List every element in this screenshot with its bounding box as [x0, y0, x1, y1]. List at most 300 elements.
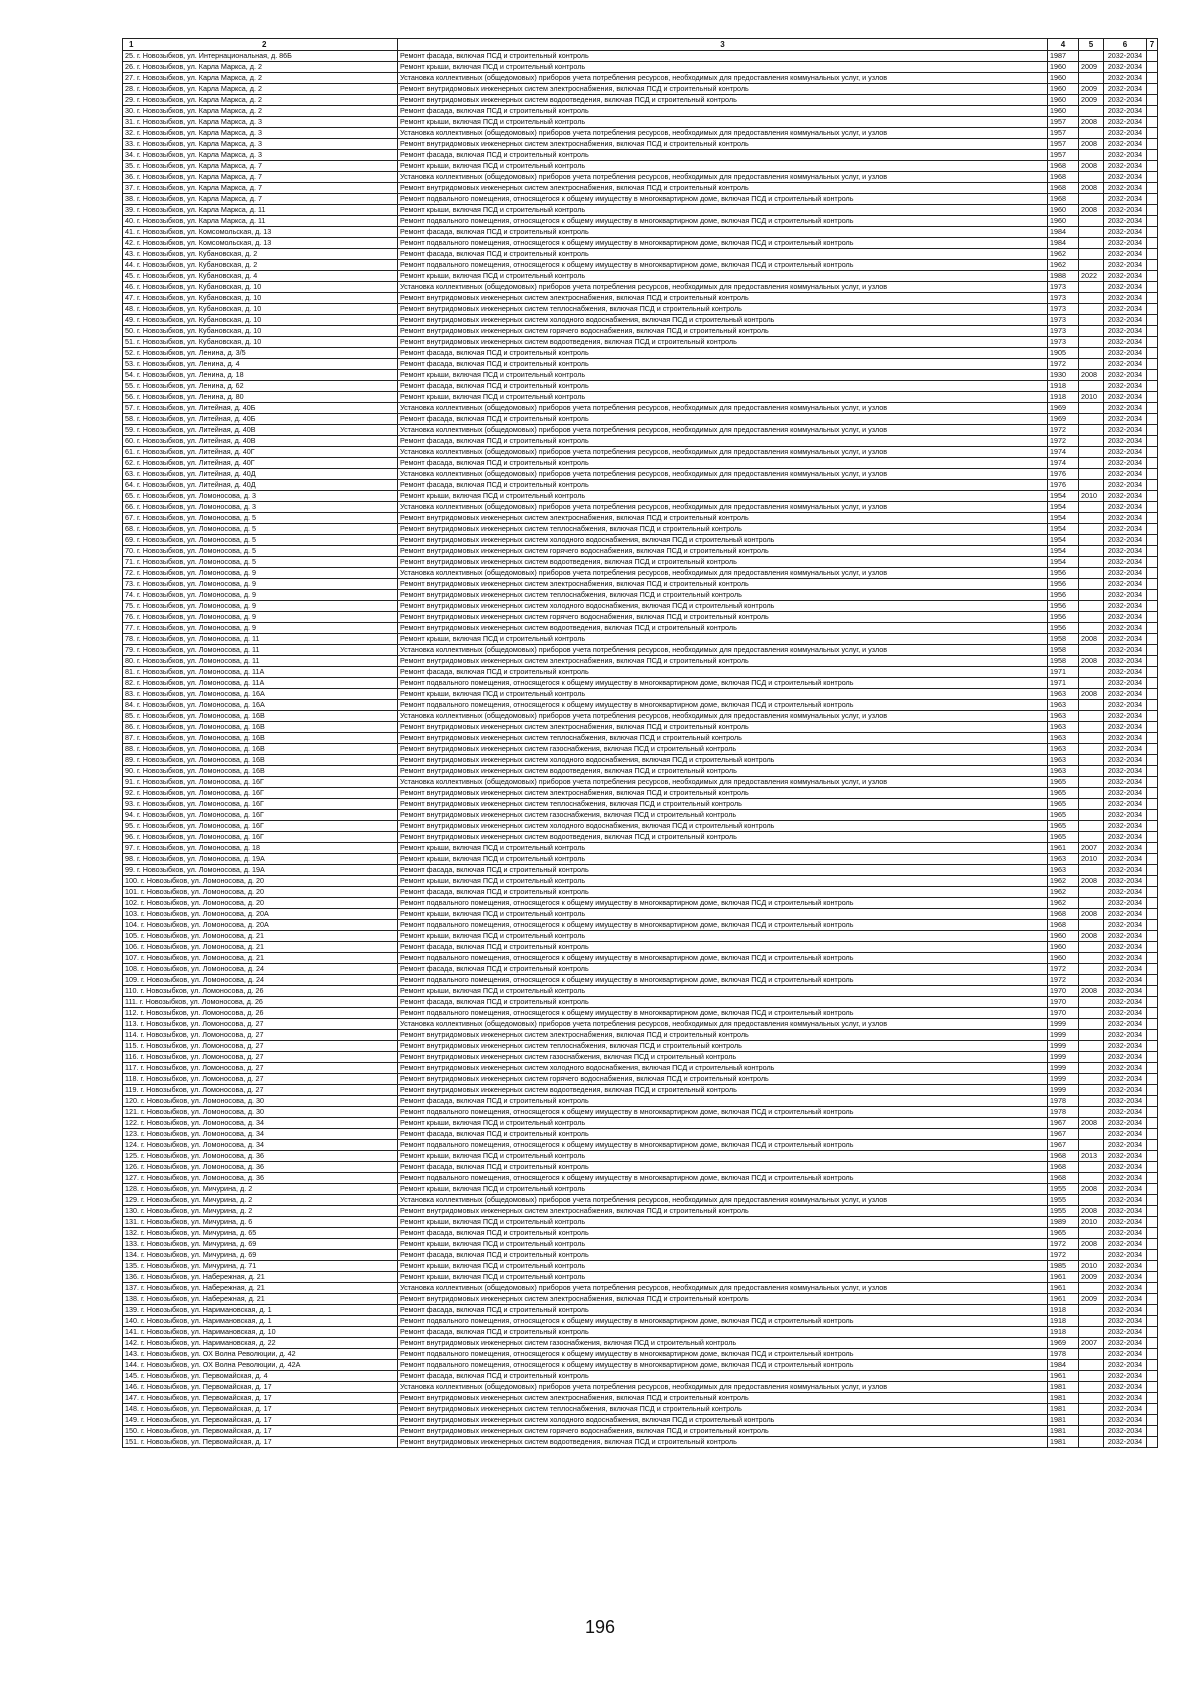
row-address: 64. г. Новозыбков, ул. Литейная, д. 40Д: [123, 480, 398, 491]
row-last-repair: [1079, 172, 1104, 183]
row-year-built: 1954: [1048, 502, 1079, 513]
row-last-repair: [1079, 777, 1104, 788]
row-work-type: Ремонт внутридомовых инженерных систем холодного водоснабжения, включая ПСД и строительный контроль: [398, 755, 1048, 766]
row-year-built: 1918: [1048, 1327, 1079, 1338]
row-empty-cell: [1147, 788, 1158, 799]
row-address: 137. г. Новозыбков, ул. Набережная, д. 21: [123, 1283, 398, 1294]
row-work-type: Ремонт фасада, включая ПСД и строительный контроль: [398, 381, 1048, 392]
row-last-repair: 2008: [1079, 139, 1104, 150]
table-row: [123, 73, 1158, 84]
row-year-built: 1963: [1048, 700, 1079, 711]
row-year-built: 1968: [1048, 172, 1079, 183]
row-year-built: 1955: [1048, 1195, 1079, 1206]
row-work-type: Ремонт внутридомовых инженерных систем водоотведения, включая ПСД и строительный контроль: [398, 623, 1048, 634]
row-address: 148. г. Новозыбков, ул. Первомайская, д. 17: [123, 1404, 398, 1415]
row-planned-period: 2032-2034: [1104, 1129, 1147, 1140]
table-row: [123, 425, 1158, 436]
row-work-type: Установка коллективных (общедомовых) приборов учета потребления ресурсов, необходимых для предоставления коммунальных услуг, и узлов: [398, 128, 1048, 139]
row-work-type: Ремонт внутридомовых инженерных систем теплоснабжения, включая ПСД и строительный контроль: [398, 1041, 1048, 1052]
table-row: [123, 403, 1158, 414]
table-row: [123, 95, 1158, 106]
row-empty-cell: [1147, 1140, 1158, 1151]
row-year-built: 1978: [1048, 1349, 1079, 1360]
table-row: [123, 513, 1158, 524]
row-last-repair: [1079, 260, 1104, 271]
row-empty-cell: [1147, 205, 1158, 216]
row-year-built: 1963: [1048, 755, 1079, 766]
row-empty-cell: [1147, 238, 1158, 249]
table-row: [123, 909, 1158, 920]
row-work-type: Ремонт внутридомовых инженерных систем электроснабжения, включая ПСД и строительный контроль: [398, 84, 1048, 95]
row-address: 133. г. Новозыбков, ул. Мичурина, д. 69: [123, 1239, 398, 1250]
row-last-repair: 2007: [1079, 1338, 1104, 1349]
row-last-repair: 2008: [1079, 1239, 1104, 1250]
row-address: 71. г. Новозыбков, ул. Ломоносова, д. 5: [123, 557, 398, 568]
row-last-repair: [1079, 1041, 1104, 1052]
row-year-built: 1962: [1048, 260, 1079, 271]
row-address: 59. г. Новозыбков, ул. Литейная, д. 40В: [123, 425, 398, 436]
row-planned-period: 2032-2034: [1104, 590, 1147, 601]
row-year-built: 1960: [1048, 62, 1079, 73]
row-last-repair: [1079, 502, 1104, 513]
row-empty-cell: [1147, 755, 1158, 766]
table-row: [123, 568, 1158, 579]
row-empty-cell: [1147, 1437, 1158, 1448]
row-address: 33. г. Новозыбков, ул. Карла Маркса, д. 3: [123, 139, 398, 150]
table-row: [123, 678, 1158, 689]
row-last-repair: [1079, 293, 1104, 304]
table-row: [123, 337, 1158, 348]
row-address: 147. г. Новозыбков, ул. Первомайская, д. 17: [123, 1393, 398, 1404]
row-last-repair: 2010: [1079, 491, 1104, 502]
row-address: 78. г. Новозыбков, ул. Ломоносова, д. 11: [123, 634, 398, 645]
row-planned-period: 2032-2034: [1104, 997, 1147, 1008]
row-empty-cell: [1147, 447, 1158, 458]
row-empty-cell: [1147, 601, 1158, 612]
row-empty-cell: [1147, 843, 1158, 854]
row-year-built: 1972: [1048, 1239, 1079, 1250]
row-address: 69. г. Новозыбков, ул. Ломоносова, д. 5: [123, 535, 398, 546]
row-last-repair: [1079, 458, 1104, 469]
table-row: [123, 722, 1158, 733]
row-address: 101. г. Новозыбков, ул. Ломоносова, д. 20: [123, 887, 398, 898]
table-row: [123, 1327, 1158, 1338]
row-year-built: 1960: [1048, 73, 1079, 84]
row-planned-period: 2032-2034: [1104, 194, 1147, 205]
row-planned-period: 2032-2034: [1104, 1404, 1147, 1415]
row-planned-period: 2032-2034: [1104, 205, 1147, 216]
row-address: 41. г. Новозыбков, ул. Комсомольская, д. 13: [123, 227, 398, 238]
row-last-repair: [1079, 898, 1104, 909]
row-last-repair: 2008: [1079, 183, 1104, 194]
row-year-built: 1961: [1048, 1272, 1079, 1283]
row-year-built: 1968: [1048, 194, 1079, 205]
row-year-built: 1968: [1048, 909, 1079, 920]
table-row: [123, 205, 1158, 216]
header-label-2: 2: [262, 39, 267, 49]
row-year-built: 1957: [1048, 128, 1079, 139]
table-row: [123, 612, 1158, 623]
row-work-type: Ремонт фасада, включая ПСД и строительный контроль: [398, 887, 1048, 898]
row-planned-period: 2032-2034: [1104, 568, 1147, 579]
row-address: 114. г. Новозыбков, ул. Ломоносова, д. 27: [123, 1030, 398, 1041]
row-year-built: 1958: [1048, 645, 1079, 656]
row-year-built: 1965: [1048, 799, 1079, 810]
row-planned-period: 2032-2034: [1104, 678, 1147, 689]
row-last-repair: [1079, 546, 1104, 557]
row-address: 90. г. Новозыбков, ул. Ломоносова, д. 16В: [123, 766, 398, 777]
row-last-repair: [1079, 953, 1104, 964]
row-year-built: 1963: [1048, 722, 1079, 733]
row-empty-cell: [1147, 304, 1158, 315]
row-year-built: 1981: [1048, 1382, 1079, 1393]
row-last-repair: [1079, 1371, 1104, 1382]
row-empty-cell: [1147, 95, 1158, 106]
row-work-type: Ремонт фасада, включая ПСД и строительный контроль: [398, 348, 1048, 359]
row-planned-period: 2032-2034: [1104, 1382, 1147, 1393]
row-address: 27. г. Новозыбков, ул. Карла Маркса, д. 2: [123, 73, 398, 84]
row-planned-period: 2032-2034: [1104, 447, 1147, 458]
table-row: [123, 1338, 1158, 1349]
table-row: [123, 942, 1158, 953]
table-row: [123, 1041, 1158, 1052]
row-year-built: 1974: [1048, 447, 1079, 458]
row-planned-period: 2032-2034: [1104, 238, 1147, 249]
row-planned-period: 2032-2034: [1104, 1217, 1147, 1228]
row-address: 149. г. Новозыбков, ул. Первомайская, д. 17: [123, 1415, 398, 1426]
table-row: [123, 249, 1158, 260]
row-last-repair: [1079, 1382, 1104, 1393]
table-row: [123, 1195, 1158, 1206]
row-empty-cell: [1147, 854, 1158, 865]
row-empty-cell: [1147, 557, 1158, 568]
row-empty-cell: [1147, 161, 1158, 172]
row-work-type: Установка коллективных (общедомовых) приборов учета потребления ресурсов, необходимых для предоставления коммунальных услуг, и узлов: [398, 645, 1048, 656]
row-work-type: Ремонт внутридомовых инженерных систем водоотведения, включая ПСД и строительный контроль: [398, 1437, 1048, 1448]
row-planned-period: 2032-2034: [1104, 887, 1147, 898]
row-last-repair: 2008: [1079, 656, 1104, 667]
row-planned-period: 2032-2034: [1104, 73, 1147, 84]
row-last-repair: [1079, 128, 1104, 139]
repair-schedule-table: [122, 38, 1158, 1448]
table-row: [123, 458, 1158, 469]
row-planned-period: 2032-2034: [1104, 260, 1147, 271]
row-year-built: 1963: [1048, 854, 1079, 865]
row-address: 80. г. Новозыбков, ул. Ломоносова, д. 11: [123, 656, 398, 667]
row-year-built: 1972: [1048, 436, 1079, 447]
row-empty-cell: [1147, 84, 1158, 95]
row-year-built: 1972: [1048, 964, 1079, 975]
row-address: 48. г. Новозыбков, ул. Кубановская, д. 10: [123, 304, 398, 315]
row-planned-period: 2032-2034: [1104, 271, 1147, 282]
row-work-type: Ремонт фасада, включая ПСД и строительный контроль: [398, 1371, 1048, 1382]
row-work-type: Ремонт внутридомовых инженерных систем электроснабжения, включая ПСД и строительный контроль: [398, 1206, 1048, 1217]
row-last-repair: 2010: [1079, 1217, 1104, 1228]
row-empty-cell: [1147, 381, 1158, 392]
row-empty-cell: [1147, 1294, 1158, 1305]
row-work-type: Ремонт фасада, включая ПСД и строительный контроль: [398, 942, 1048, 953]
row-planned-period: 2032-2034: [1104, 1338, 1147, 1349]
row-address: 112. г. Новозыбков, ул. Ломоносова, д. 26: [123, 1008, 398, 1019]
row-work-type: Ремонт крыши, включая ПСД и строительный контроль: [398, 634, 1048, 645]
row-empty-cell: [1147, 645, 1158, 656]
row-planned-period: 2032-2034: [1104, 1140, 1147, 1151]
row-address: 70. г. Новозыбков, ул. Ломоносова, д. 5: [123, 546, 398, 557]
row-empty-cell: [1147, 480, 1158, 491]
row-year-built: 1984: [1048, 238, 1079, 249]
header-cell-4: 4: [1048, 39, 1079, 51]
row-year-built: 1970: [1048, 986, 1079, 997]
row-empty-cell: [1147, 414, 1158, 425]
table-row: [123, 491, 1158, 502]
row-address: 49. г. Новозыбков, ул. Кубановская, д. 10: [123, 315, 398, 326]
row-work-type: Ремонт внутридомовых инженерных систем электроснабжения, включая ПСД и строительный контроль: [398, 656, 1048, 667]
row-planned-period: 2032-2034: [1104, 1030, 1147, 1041]
row-empty-cell: [1147, 1272, 1158, 1283]
row-last-repair: [1079, 524, 1104, 535]
row-planned-period: 2032-2034: [1104, 953, 1147, 964]
row-address: 74. г. Новозыбков, ул. Ломоносова, д. 9: [123, 590, 398, 601]
row-year-built: 1918: [1048, 1316, 1079, 1327]
table-row: [123, 194, 1158, 205]
row-empty-cell: [1147, 546, 1158, 557]
row-planned-period: 2032-2034: [1104, 304, 1147, 315]
row-work-type: Ремонт крыши, включая ПСД и строительный контроль: [398, 370, 1048, 381]
row-last-repair: 2008: [1079, 909, 1104, 920]
row-address: 111. г. Новозыбков, ул. Ломоносова, д. 26: [123, 997, 398, 1008]
row-planned-period: 2032-2034: [1104, 480, 1147, 491]
table-body: [123, 51, 1158, 1448]
row-planned-period: 2032-2034: [1104, 513, 1147, 524]
header-cell-1: [123, 39, 398, 51]
row-last-repair: 2009: [1079, 1272, 1104, 1283]
row-work-type: Ремонт подвального помещения, относящегося к общему имуществу в многоквартирном доме, включая ПСД и строительный контроль: [398, 1360, 1048, 1371]
row-last-repair: [1079, 1107, 1104, 1118]
row-planned-period: 2032-2034: [1104, 95, 1147, 106]
row-work-type: Ремонт крыши, включая ПСД и строительный контроль: [398, 117, 1048, 128]
row-empty-cell: [1147, 425, 1158, 436]
row-address: 46. г. Новозыбков, ул. Кубановская, д. 10: [123, 282, 398, 293]
row-empty-cell: [1147, 359, 1158, 370]
row-last-repair: [1079, 304, 1104, 315]
row-empty-cell: [1147, 920, 1158, 931]
row-last-repair: [1079, 1173, 1104, 1184]
row-empty-cell: [1147, 227, 1158, 238]
row-address: 51. г. Новозыбков, ул. Кубановская, д. 10: [123, 337, 398, 348]
table-row: [123, 381, 1158, 392]
row-planned-period: 2032-2034: [1104, 1008, 1147, 1019]
row-empty-cell: [1147, 656, 1158, 667]
row-planned-period: 2032-2034: [1104, 392, 1147, 403]
row-year-built: 1965: [1048, 810, 1079, 821]
row-address: 38. г. Новозыбков, ул. Карла Маркса, д. 7: [123, 194, 398, 205]
row-work-type: Ремонт внутридомовых инженерных систем электроснабжения, включая ПСД и строительный контроль: [398, 722, 1048, 733]
table-row: [123, 1305, 1158, 1316]
table-row: [123, 1096, 1158, 1107]
row-empty-cell: [1147, 1030, 1158, 1041]
row-work-type: Ремонт фасада, включая ПСД и строительный контроль: [398, 865, 1048, 876]
table-row: [123, 1283, 1158, 1294]
row-year-built: 1954: [1048, 491, 1079, 502]
row-work-type: Ремонт подвального помещения, относящегося к общему имуществу в многоквартирном доме, включая ПСД и строительный контроль: [398, 920, 1048, 931]
row-planned-period: 2032-2034: [1104, 700, 1147, 711]
row-work-type: Установка коллективных (общедомовых) приборов учета потребления ресурсов, необходимых для предоставления коммунальных услуг, и узлов: [398, 172, 1048, 183]
row-year-built: 1981: [1048, 1393, 1079, 1404]
row-address: 122. г. Новозыбков, ул. Ломоносова, д. 34: [123, 1118, 398, 1129]
table-row: [123, 1184, 1158, 1195]
row-address: 37. г. Новозыбков, ул. Карла Маркса, д. 7: [123, 183, 398, 194]
row-last-repair: [1079, 1140, 1104, 1151]
row-work-type: Ремонт фасада, включая ПСД и строительный контроль: [398, 1096, 1048, 1107]
row-planned-period: 2032-2034: [1104, 931, 1147, 942]
table-row: [123, 634, 1158, 645]
table-row: [123, 1173, 1158, 1184]
row-address: 136. г. Новозыбков, ул. Набережная, д. 21: [123, 1272, 398, 1283]
row-empty-cell: [1147, 172, 1158, 183]
row-empty-cell: [1147, 403, 1158, 414]
table-row: [123, 799, 1158, 810]
row-planned-period: 2032-2034: [1104, 755, 1147, 766]
row-planned-period: 2032-2034: [1104, 1041, 1147, 1052]
row-planned-period: 2032-2034: [1104, 975, 1147, 986]
row-planned-period: 2032-2034: [1104, 964, 1147, 975]
row-planned-period: 2032-2034: [1104, 84, 1147, 95]
row-address: 130. г. Новозыбков, ул. Мичурина, д. 2: [123, 1206, 398, 1217]
row-address: 63. г. Новозыбков, ул. Литейная, д. 40Д: [123, 469, 398, 480]
row-planned-period: 2032-2034: [1104, 1195, 1147, 1206]
row-address: 102. г. Новозыбков, ул. Ломоносова, д. 20: [123, 898, 398, 909]
row-planned-period: 2032-2034: [1104, 1272, 1147, 1283]
row-year-built: 1968: [1048, 920, 1079, 931]
row-planned-period: 2032-2034: [1104, 282, 1147, 293]
row-address: 127. г. Новозыбков, ул. Ломоносова, д. 36: [123, 1173, 398, 1184]
table-row: [123, 546, 1158, 557]
row-empty-cell: [1147, 568, 1158, 579]
row-address: 39. г. Новозыбков, ул. Карла Маркса, д. 11: [123, 205, 398, 216]
row-empty-cell: [1147, 150, 1158, 161]
row-planned-period: 2032-2034: [1104, 1074, 1147, 1085]
row-planned-period: 2032-2034: [1104, 293, 1147, 304]
row-last-repair: 2008: [1079, 205, 1104, 216]
row-address: 108. г. Новозыбков, ул. Ломоносова, д. 24: [123, 964, 398, 975]
row-empty-cell: [1147, 1360, 1158, 1371]
row-year-built: 1960: [1048, 216, 1079, 227]
row-work-type: Ремонт крыши, включая ПСД и строительный контроль: [398, 392, 1048, 403]
row-address: 76. г. Новозыбков, ул. Ломоносова, д. 9: [123, 612, 398, 623]
row-year-built: 1969: [1048, 414, 1079, 425]
row-last-repair: [1079, 810, 1104, 821]
row-address: 65. г. Новозыбков, ул. Ломоносова, д. 3: [123, 491, 398, 502]
table-row: [123, 1019, 1158, 1030]
row-last-repair: [1079, 403, 1104, 414]
row-work-type: Ремонт крыши, включая ПСД и строительный контроль: [398, 1272, 1048, 1283]
row-work-type: Ремонт внутридомовых инженерных систем газоснабжения, включая ПСД и строительный контроль: [398, 810, 1048, 821]
row-planned-period: 2032-2034: [1104, 172, 1147, 183]
row-last-repair: 2008: [1079, 161, 1104, 172]
row-year-built: 1965: [1048, 788, 1079, 799]
table-row: [123, 920, 1158, 931]
row-empty-cell: [1147, 1129, 1158, 1140]
row-year-built: 1965: [1048, 821, 1079, 832]
row-last-repair: 2009: [1079, 95, 1104, 106]
row-planned-period: 2032-2034: [1104, 876, 1147, 887]
row-work-type: Ремонт фасада, включая ПСД и строительный контроль: [398, 1305, 1048, 1316]
row-address: 121. г. Новозыбков, ул. Ломоносова, д. 30: [123, 1107, 398, 1118]
row-work-type: Ремонт подвального помещения, относящегося к общему имуществу в многоквартирном доме, включая ПСД и строительный контроль: [398, 1316, 1048, 1327]
row-empty-cell: [1147, 106, 1158, 117]
row-last-repair: [1079, 106, 1104, 117]
row-planned-period: 2032-2034: [1104, 854, 1147, 865]
row-year-built: 1918: [1048, 381, 1079, 392]
row-year-built: 1957: [1048, 150, 1079, 161]
row-work-type: Ремонт подвального помещения, относящегося к общему имуществу в многоквартирном доме, включая ПСД и строительный контроль: [398, 1349, 1048, 1360]
table-row: [123, 271, 1158, 282]
row-last-repair: [1079, 1063, 1104, 1074]
row-address: 53. г. Новозыбков, ул. Ленина, д. 4: [123, 359, 398, 370]
header-cell-3: 3: [398, 39, 1048, 51]
row-address: 52. г. Новозыбков, ул. Ленина, д. 3/5: [123, 348, 398, 359]
row-last-repair: [1079, 1085, 1104, 1096]
row-planned-period: 2032-2034: [1104, 139, 1147, 150]
row-planned-period: 2032-2034: [1104, 1206, 1147, 1217]
row-address: 30. г. Новозыбков, ул. Карла Маркса, д. 2: [123, 106, 398, 117]
row-work-type: Ремонт внутридомовых инженерных систем холодного водоснабжения, включая ПСД и строительный контроль: [398, 315, 1048, 326]
row-work-type: Ремонт фасада, включая ПСД и строительный контроль: [398, 414, 1048, 425]
row-empty-cell: [1147, 1327, 1158, 1338]
row-address: 123. г. Новозыбков, ул. Ломоносова, д. 34: [123, 1129, 398, 1140]
row-planned-period: 2032-2034: [1104, 1118, 1147, 1129]
row-last-repair: [1079, 1228, 1104, 1239]
row-planned-period: 2032-2034: [1104, 1415, 1147, 1426]
row-address: 94. г. Новозыбков, ул. Ломоносова, д. 16Г: [123, 810, 398, 821]
row-last-repair: 2008: [1079, 876, 1104, 887]
row-year-built: 1962: [1048, 876, 1079, 887]
row-address: 104. г. Новозыбков, ул. Ломоносова, д. 20А: [123, 920, 398, 931]
row-empty-cell: [1147, 711, 1158, 722]
row-empty-cell: [1147, 744, 1158, 755]
row-address: 43. г. Новозыбков, ул. Кубановская, д. 2: [123, 249, 398, 260]
row-work-type: Ремонт фасада, включая ПСД и строительный контроль: [398, 997, 1048, 1008]
table-row: [123, 392, 1158, 403]
row-empty-cell: [1147, 370, 1158, 381]
row-planned-period: 2032-2034: [1104, 106, 1147, 117]
row-address: 45. г. Новозыбков, ул. Кубановская, д. 4: [123, 271, 398, 282]
row-work-type: Ремонт внутридомовых инженерных систем холодного водоснабжения, включая ПСД и строительный контроль: [398, 601, 1048, 612]
row-year-built: 1984: [1048, 1360, 1079, 1371]
table-row: [123, 744, 1158, 755]
row-empty-cell: [1147, 348, 1158, 359]
row-last-repair: 2009: [1079, 84, 1104, 95]
row-last-repair: [1079, 1052, 1104, 1063]
row-year-built: 1973: [1048, 282, 1079, 293]
row-work-type: Ремонт крыши, включая ПСД и строительный контроль: [398, 1151, 1048, 1162]
row-work-type: Ремонт внутридомовых инженерных систем холодного водоснабжения, включая ПСД и строительный контроль: [398, 1063, 1048, 1074]
row-work-type: Ремонт подвального помещения, относящегося к общему имуществу в многоквартирном доме, включая ПСД и строительный контроль: [398, 238, 1048, 249]
row-last-repair: 2008: [1079, 1206, 1104, 1217]
row-work-type: Установка коллективных (общедомовых) приборов учета потребления ресурсов, необходимых для предоставления коммунальных услуг, и узлов: [398, 282, 1048, 293]
row-year-built: 1960: [1048, 106, 1079, 117]
row-work-type: Ремонт подвального помещения, относящегося к общему имуществу в многоквартирном доме, включая ПСД и строительный контроль: [398, 700, 1048, 711]
row-address: 129. г. Новозыбков, ул. Мичурина, д. 2: [123, 1195, 398, 1206]
table-row: [123, 645, 1158, 656]
row-empty-cell: [1147, 832, 1158, 843]
row-address: 96. г. Новозыбков, ул. Ломоносова, д. 16Г: [123, 832, 398, 843]
row-year-built: 1956: [1048, 601, 1079, 612]
row-work-type: Ремонт внутридомовых инженерных систем холодного водоснабжения, включая ПСД и строительный контроль: [398, 535, 1048, 546]
row-last-repair: [1079, 326, 1104, 337]
row-address: 67. г. Новозыбков, ул. Ломоносова, д. 5: [123, 513, 398, 524]
row-last-repair: 2009: [1079, 62, 1104, 73]
